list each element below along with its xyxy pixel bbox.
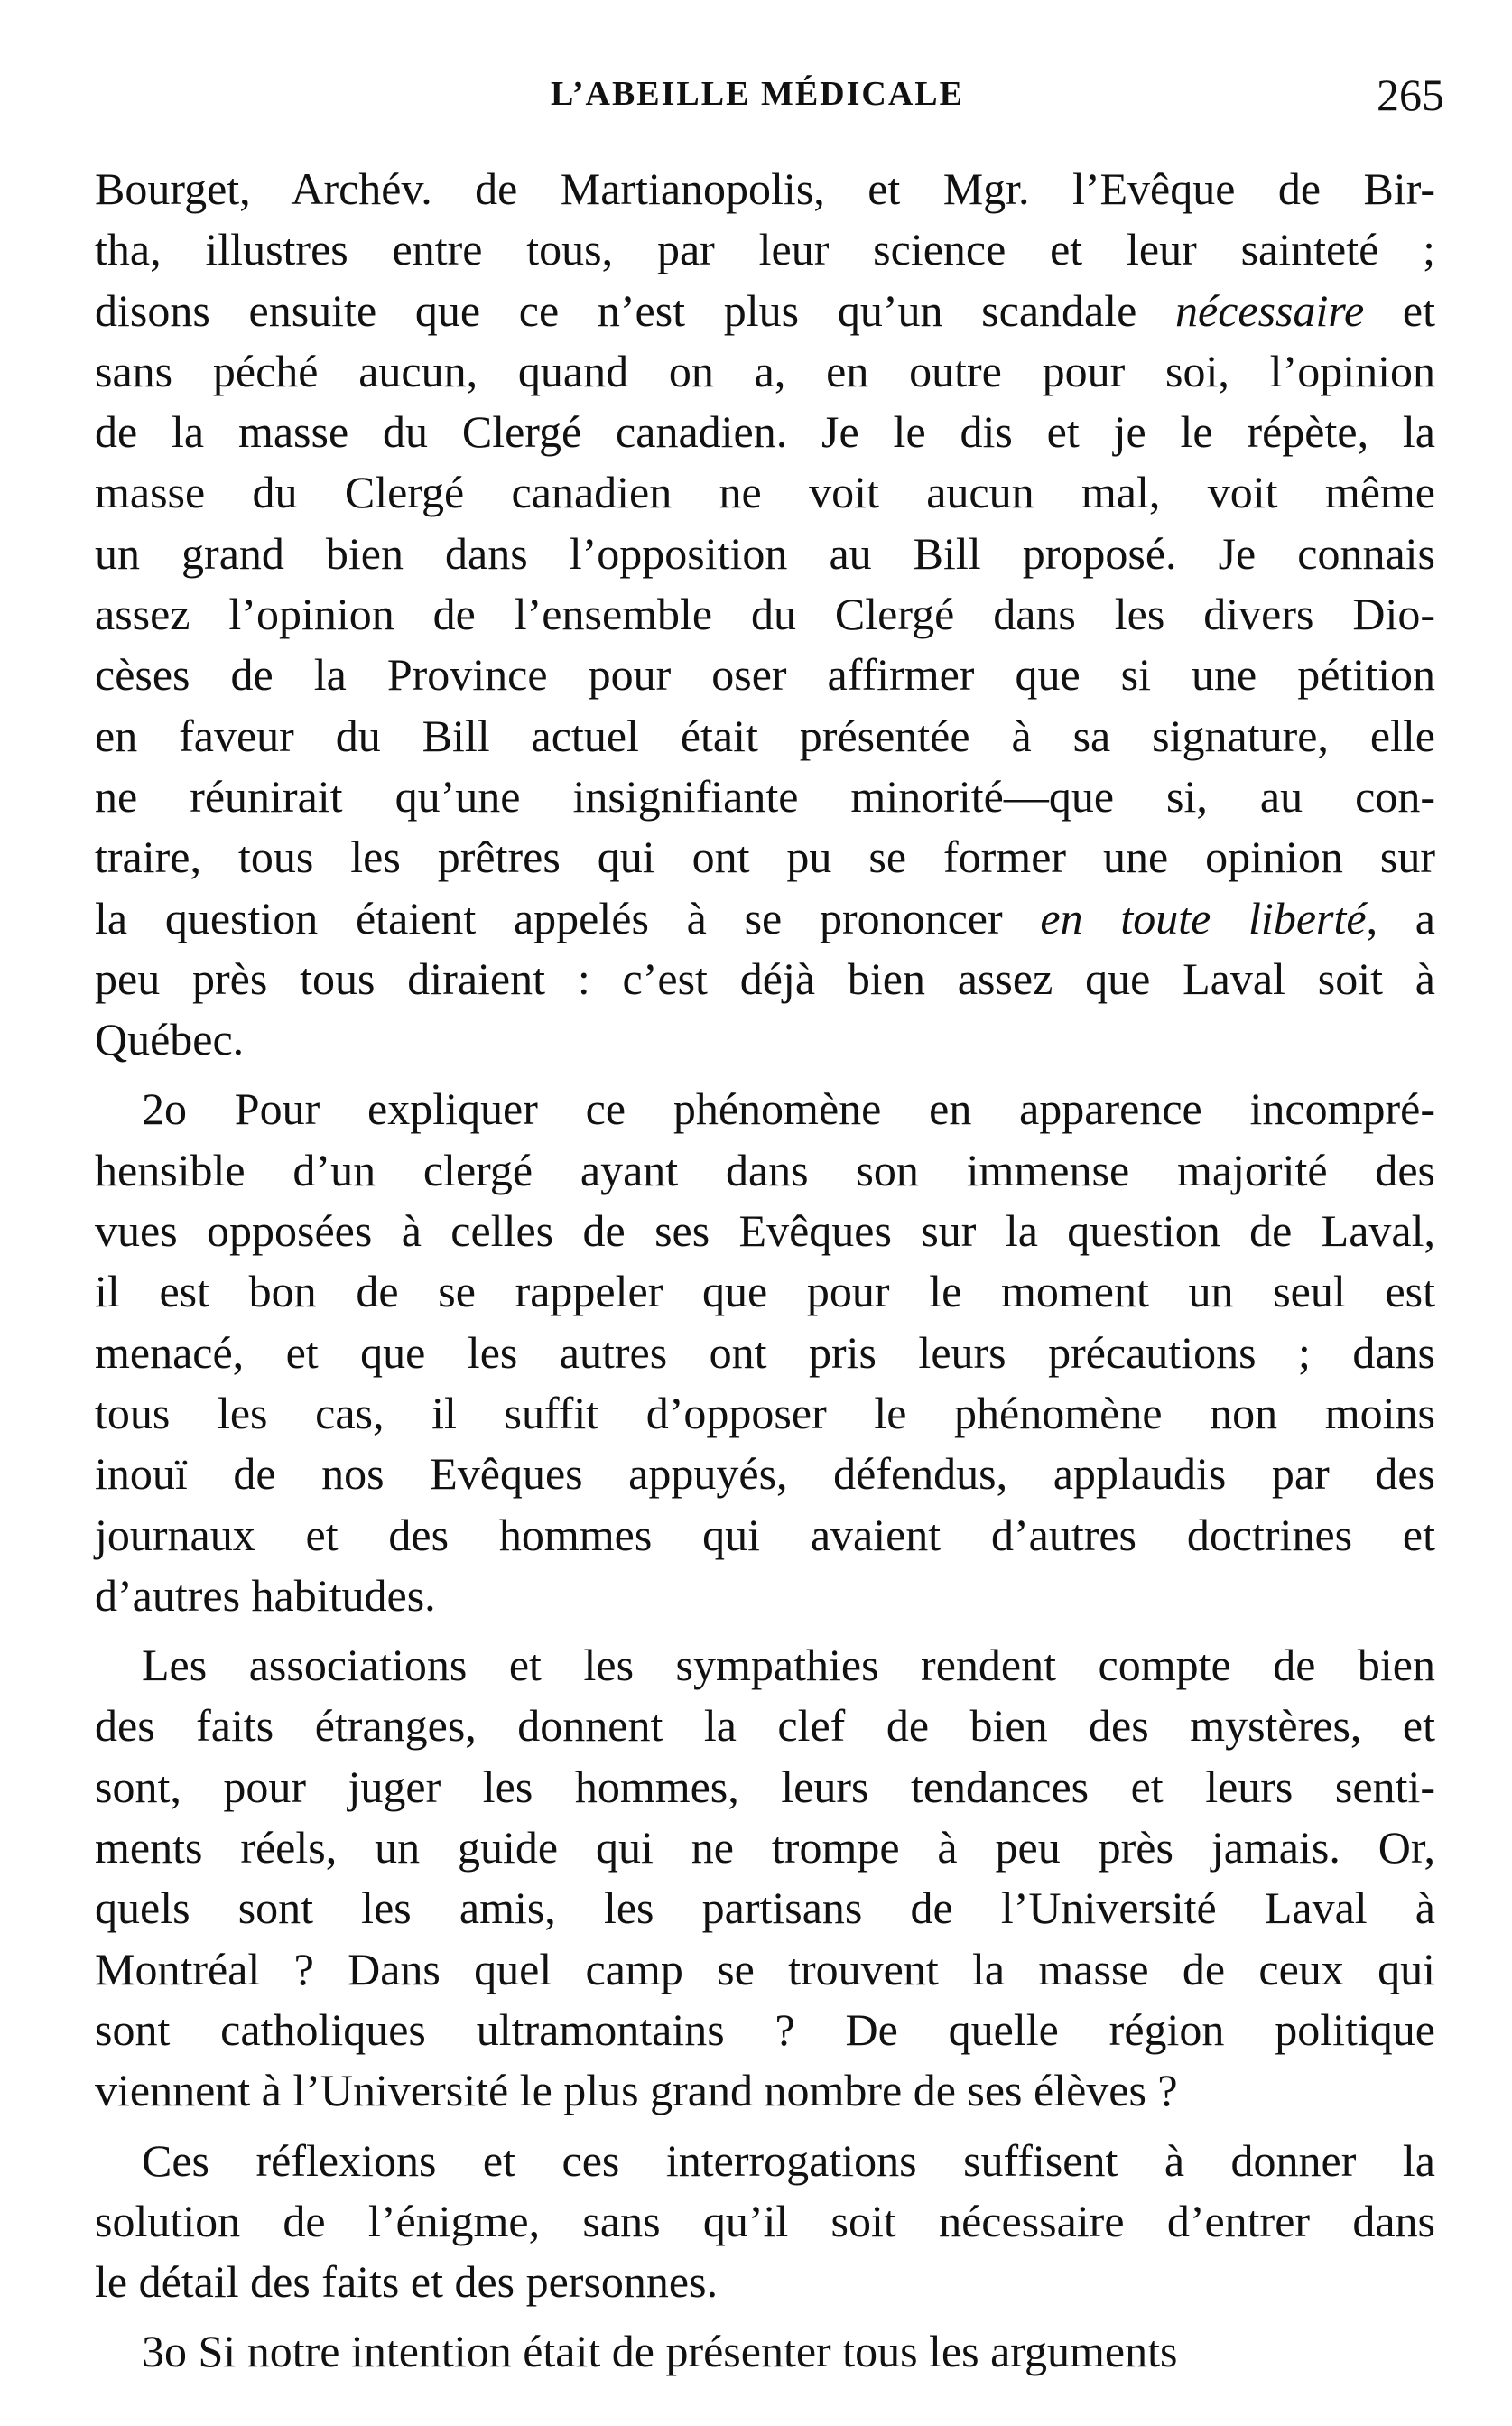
text-line: tous les cas, il suffit d’opposer le phénomène non moins (95, 1387, 1435, 1438)
text-line: 3o Si notre intention était de présenter tous les arguments (142, 2326, 1178, 2377)
text-line: Montréal ? Dans quel camp se trouvent la masse de ceux qui (95, 1943, 1435, 1994)
text-line: quels sont les amis, les partisans de l’Université Laval à (95, 1882, 1435, 1934)
paragraph (95, 1635, 1435, 2121)
text-line: tha, illustres entre tous, par leur science et leur sainteté ; (95, 224, 1435, 275)
text-line: journaux et des hommes qui avaient d’autres doctrines et (95, 1509, 1435, 1560)
page-number: 265 (1377, 70, 1444, 120)
text-run: la question étaient appelés à se prononcer (95, 892, 1041, 943)
text-line: Bourget, Archév. de Martianopolis, et Mgr. l’Evêque de Bir- (95, 163, 1435, 214)
text-line (95, 281, 1435, 341)
text-line: peu près tous diraient : c’est déjà bien assez que Laval soit à (95, 953, 1435, 1004)
text-line: solution de l’énigme, sans qu’il soit nécessaire d’entrer dans (95, 2195, 1435, 2246)
paragraph-gap (95, 2122, 1435, 2131)
text-line: Ces réflexions et ces interrogations suffisent à donner la (142, 2134, 1435, 2186)
text-line: Québec. (95, 1014, 245, 1065)
text-line: Les associations et les sympathies rendent compte de bien (142, 1640, 1435, 1691)
text-line: d’autres habitudes. (95, 1569, 436, 1621)
text-line: sont, pour juger les hommes, leurs tendances et leurs senti- (95, 1761, 1435, 1812)
italic-text-run: nécessaire (1175, 284, 1365, 336)
paragraph (95, 159, 1435, 1070)
page-header (99, 70, 1444, 128)
text-line: viennent à l’Université le plus grand nombre de ses élèves ? (95, 2065, 1178, 2116)
running-title: L’ABEILLE MÉDICALE (551, 75, 964, 113)
text-line: hensible d’un clergé ayant dans son immense majorité des (95, 1144, 1435, 1195)
text-line: il est bon de se rappeler que pour le moment un seul est (95, 1266, 1435, 1317)
text-line: le détail des faits et des personnes. (95, 2256, 719, 2308)
text-line: traire, tous les prêtres qui ont pu se former une opinion sur (95, 832, 1435, 883)
text-line: masse du Clergé canadien ne voit aucun mal, voit même (95, 467, 1435, 518)
text-line: en faveur du Bill actuel était présentée à sa signature, elle (95, 710, 1435, 761)
text-line: sont catholiques ultramontains ? De quelle région politique (95, 2003, 1435, 2055)
body-text (95, 159, 1435, 2383)
text-run: , a (1366, 892, 1435, 943)
text-line: ments réels, un guide qui ne trompe à peu près jamais. Or, (95, 1822, 1435, 1873)
text-line: assez l’opinion de l’ensemble du Clergé dans les divers Dio- (95, 589, 1435, 640)
text-line: des faits étranges, donnent la clef de bien des mystères, et (95, 1700, 1435, 1752)
paragraph (95, 1079, 1435, 1626)
text-line: sans péché aucun, quand on a, en outre pour soi, l’opinion (95, 345, 1435, 396)
paragraph-gap (95, 1626, 1435, 1635)
text-line: vues opposées à celles de ses Evêques sur la question de Laval, (95, 1205, 1435, 1257)
paragraph (95, 2321, 1435, 2382)
text-run: disons ensuite que ce n’est plus qu’un scandale (95, 284, 1176, 336)
paragraph-gap (95, 2312, 1435, 2321)
text-line: 2o Pour expliquer ce phénomène en apparence incompré- (142, 1083, 1435, 1135)
italic-text-run: en toute liberté (1040, 892, 1367, 943)
paragraph (95, 2131, 1435, 2313)
text-line: un grand bien dans l’opposition au Bill proposé. Je connais (95, 527, 1435, 579)
text-line: menacé, et que les autres ont pris leurs précautions ; dans (95, 1326, 1435, 1378)
text-line: ne réunirait qu’une insignifiante minorité—que si, au con- (95, 770, 1435, 822)
text-line: de la masse du Clergé canadien. Je le dis et je le répète, la (95, 406, 1435, 458)
text-line: cèses de la Province pour oser affirmer que si une pétition (95, 649, 1435, 701)
text-line: inouï de nos Evêques appuyés, défendus, applaudis par des (95, 1448, 1435, 1500)
text-line (95, 888, 1435, 949)
text-run: et (1364, 284, 1435, 336)
paragraph-gap (95, 1070, 1435, 1079)
